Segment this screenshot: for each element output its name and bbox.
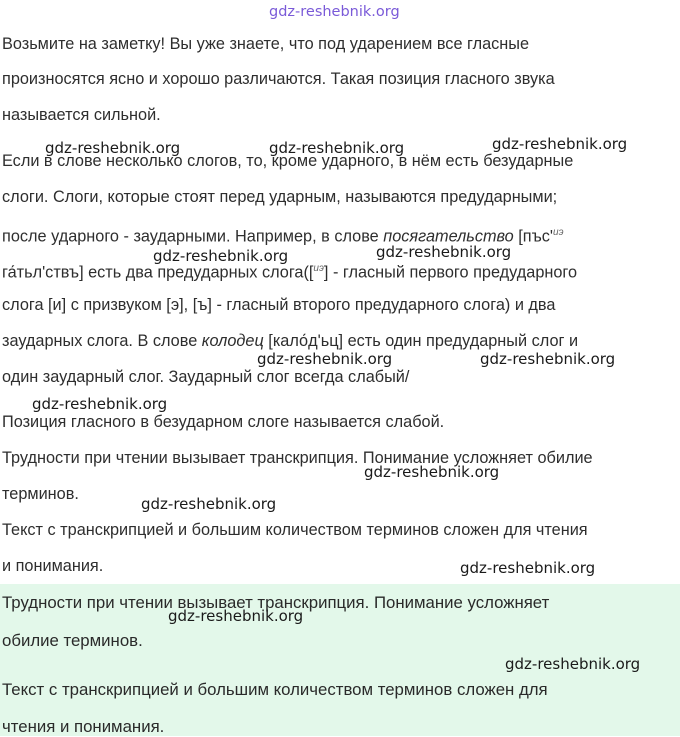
- transcription-superscript: иэ: [553, 227, 564, 238]
- watermark: gdz-reshebnik.org: [257, 350, 393, 368]
- paragraph-difficulties-line-2: терминов.: [2, 485, 79, 503]
- paragraph-difficulties-line-1: Трудности при чтении вызывает транскрипция. Понимание усложняет обилие: [2, 449, 593, 467]
- text-segment: [кало́д'ьц] есть один предударный слог и: [263, 332, 579, 350]
- answer-line-2: обилие терминов.: [2, 631, 143, 650]
- text-segment: заударных слога. В слове: [2, 332, 202, 350]
- transcription-superscript: иэ: [313, 263, 324, 274]
- watermark: gdz-reshebnik.org: [153, 247, 289, 265]
- text-segment: ] - гласный первого предударного: [323, 263, 578, 282]
- text-segment: га́тьл'ствъ] есть два предударных слога([: [2, 263, 314, 282]
- watermark: gdz-reshebnik.org: [364, 463, 500, 481]
- answer-line-3: Текст с транскрипцией и большим количеством терминов сложен для: [2, 680, 548, 699]
- paragraph-syllables-line-5: слога [и] с призвуком [э], [ъ] - гласный второго предударного слога) и два: [2, 296, 556, 314]
- paragraph-difficulties-line-4: и понимания.: [2, 557, 104, 575]
- paragraph-weak-position: Позиция гласного в безударном слоге называется слабой.: [2, 413, 445, 431]
- paragraph-syllables-line-2: слоги. Слоги, которые стоят перед ударным, называются предударными;: [2, 188, 558, 206]
- watermark: gdz-reshebnik.org: [492, 135, 628, 153]
- paragraph-syllables-line-1: Если в слове несколько слогов, то, кроме ударного, в нём есть безударные: [2, 152, 574, 170]
- watermark: gdz-reshebnik.org: [32, 395, 168, 413]
- text-segment: после ударного - заударными. Например, в слове: [2, 227, 384, 246]
- text-segment: [пъс': [513, 227, 554, 246]
- answer-line-4: чтения и понимания.: [2, 717, 165, 736]
- watermark: gdz-reshebnik.org: [460, 559, 596, 577]
- watermark: gdz-reshebnik.org: [45, 139, 181, 157]
- watermark: gdz-reshebnik.org: [376, 243, 512, 261]
- example-word: колодец: [201, 332, 264, 350]
- paragraph-syllables-line-6: [2, 331, 578, 351]
- example-word: посягательство: [383, 227, 514, 246]
- paragraph-strong-position-line-1: Возьмите на заметку! Вы уже знаете, что под ударением все гласные: [2, 35, 530, 53]
- answer-line-1: Трудности при чтении вызывает транскрипция. Понимание усложняет: [2, 593, 550, 612]
- watermark: gdz-reshebnik.org: [168, 607, 304, 625]
- paragraph-syllables-line-7: один заударный слог. Заударный слог всегда слабый/: [2, 368, 410, 386]
- watermark: gdz-reshebnik.org: [141, 495, 277, 513]
- paragraph-strong-position-line-3: называется сильной.: [2, 106, 161, 124]
- watermark: gdz-reshebnik.org: [480, 350, 616, 368]
- paragraph-difficulties-line-3: Текст с транскрипцией и большим количеством терминов сложен для чтения: [2, 521, 588, 539]
- paragraph-strong-position-line-2: произносятся ясно и хорошо различаются. Такая позиция гласного звука: [2, 70, 555, 88]
- watermark: gdz-reshebnik.org: [269, 4, 400, 20]
- watermark: gdz-reshebnik.org: [505, 655, 641, 673]
- paragraph-syllables-line-4: [2, 259, 577, 282]
- watermark: gdz-reshebnik.org: [269, 139, 405, 157]
